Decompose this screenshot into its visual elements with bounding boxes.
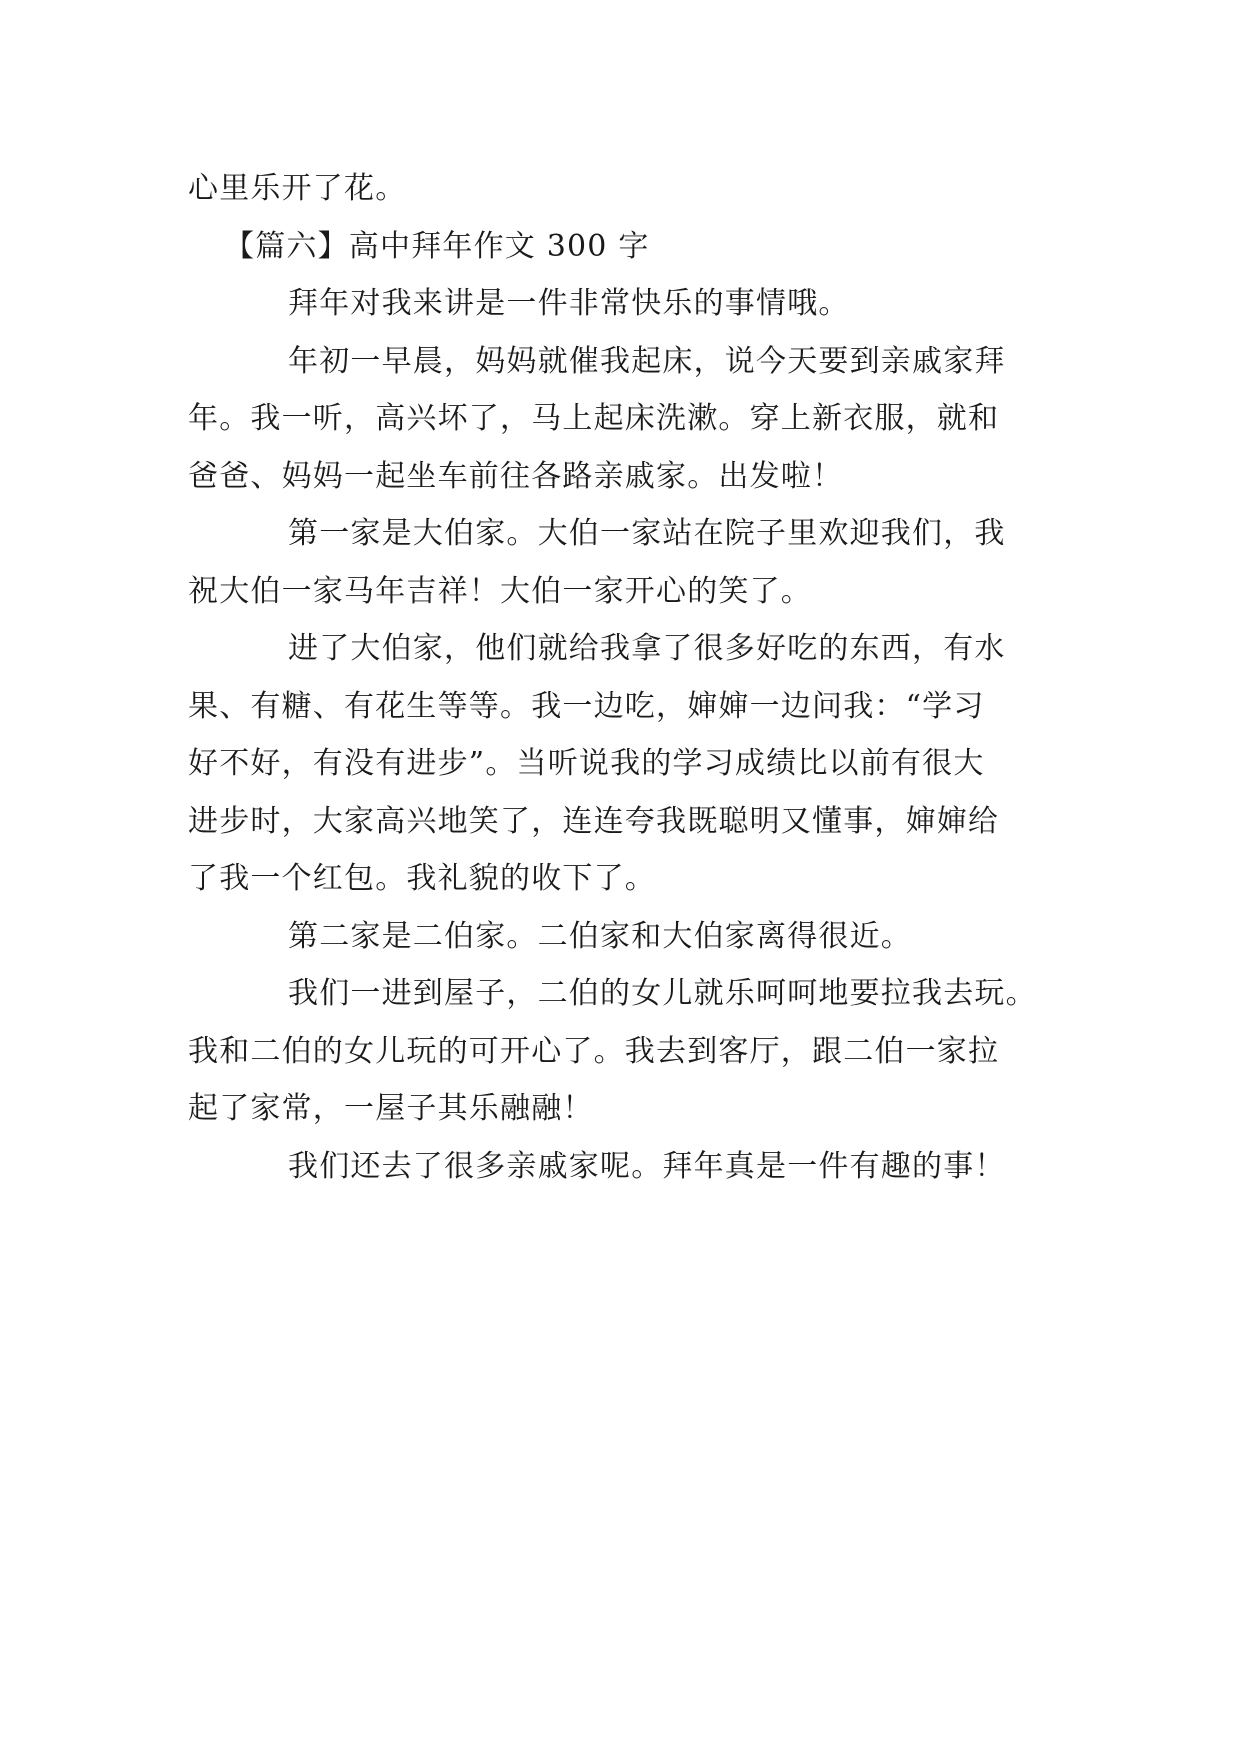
section-heading: 【篇六】高中拜年作文 300 字 <box>224 228 650 264</box>
text-line: 爸爸、妈妈一起坐车前往各路亲戚家。出发啦！ <box>188 458 844 494</box>
text-line: 好不好，有没有进步”。当听说我的学习成绩比以前有很大 <box>188 746 985 781</box>
text-line: 我和二伯的女儿玩的可开心了。我去到客厅，跟二伯一家拉 <box>188 1033 1000 1069</box>
text-line: 果、有糖、有花生等等。我一边吃，婶婶一边问我：“学习 <box>188 688 985 724</box>
text-line: 年。我一听，高兴坏了，马上起床洗漱。穿上新衣服，就和 <box>188 401 1000 436</box>
text-line: 心里乐开了花。 <box>188 171 407 206</box>
text-line: 拜年对我来讲是一件非常快乐的事情哦。 <box>288 286 850 321</box>
text-line: 起了家常，一屋子其乐融融！ <box>188 1091 594 1126</box>
text-line: 年初一早晨，妈妈就催我起床，说今天要到亲戚家拜 <box>288 343 1006 379</box>
text-line: 我们一进到屋子，二伯的女儿就乐呵呵地要拉我去玩。 <box>288 976 1037 1011</box>
text-line: 了我一个红包。我礼貌的收下了。 <box>188 861 656 896</box>
document-body <box>188 160 1058 1195</box>
text-line: 第二家是二伯家。二伯家和大伯家离得很近。 <box>288 918 912 954</box>
text-line: 进了大伯家，他们就给我拿了很多好吃的东西，有水 <box>288 631 1006 666</box>
text-line: 祝大伯一家马年吉祥！大伯一家开心的笑了。 <box>188 573 812 609</box>
text-line: 第一家是大伯家。大伯一家站在院子里欢迎我们，我 <box>288 516 1006 551</box>
text-line: 我们还去了很多亲戚家呢。拜年真是一件有趣的事！ <box>288 1148 1006 1184</box>
text-line: 进步时，大家高兴地笑了，连连夸我既聪明又懂事，婶婶给 <box>188 803 1000 839</box>
